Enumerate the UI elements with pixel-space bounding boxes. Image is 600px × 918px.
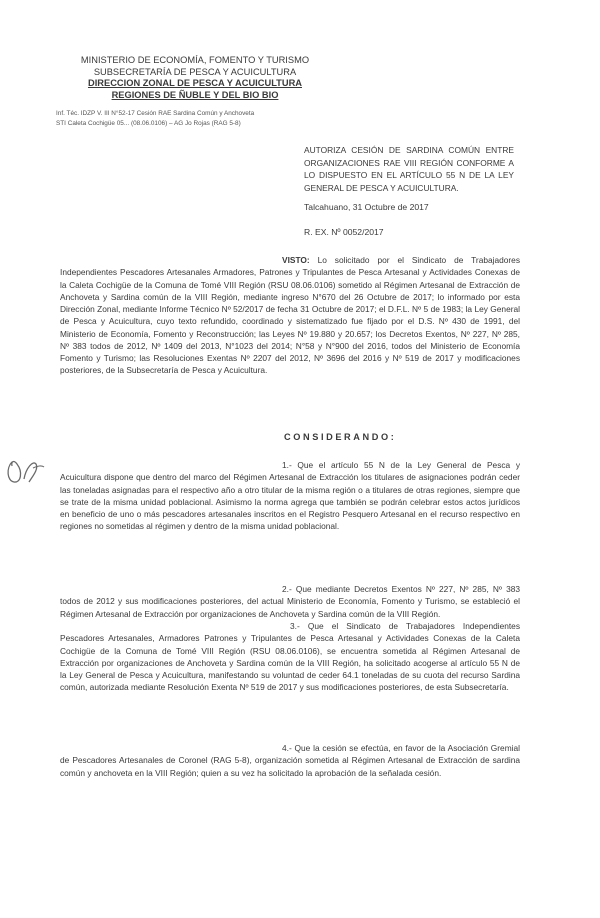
visto-text: Lo solicitado por el Sindicato de Trabajadores Independientes Pescadores Artesanales Armadores, Patrones y Tripulantes de Pesca Artesanal y Actividades Conexas de la Caleta Cochigüe de la Comuna de Tomé VIII Región (RSU 08.06.0106) sometido al Régimen Artesanal de Extracción de Anchoveta y Sardina común de la VIII Región, mediante ingreso N°670 del 26 Octubre de 2017; lo informado por esta Dirección Zonal, mediante Informe Técnico Nº 52/2017 de fecha 31 Octubre de 2017; el D.F.L. Nº 5 de 1983; la Ley General de Pesca y Acuicultura, cuyo texto refundido, coordinado y sistematizado fue fijado por el D.S. Nº 430 de 1991, del Ministerio de Economía, Fomento y Reconstrucción; las Leyes Nº 19.880 y 20.657; los Decretos Exentos, Nº 227, Nº 285, Nº 383 todos de 2012, Nº 1409 del 2013, N°1023 del 2014; N°58 y N°900 del 2016, todos del Ministerio de Economía Fomento y Turismo; las Resoluciones Exentas Nº 2207 del 2012, Nº 3696 del 2016 y Nº 519 de 2017 y modificaciones posteriores, de la Subsecretaría de Pesca y Acuicultura. (60, 255, 520, 376)
considerando-item-3: 3.- Que el Sindicato de Trabajadores Independientes Pescadores Artesanales, Armadores Patrones y Tripulantes de Pesca Artesanal y Actividades Conexas de la Caleta Cochigüe de la Comuna de Tomé VIII Región (RSU 08.06.0106), se encuentra sometida al Régimen Artesanal de Extracción por organizaciones de Anchoveta y Sardina común de la VIII Región, ha solicitado acogerse al artículo 55 N de la Ley General de Pesca y Acuicultura, manifestando su voluntad de ceder 64.1 toneladas de su cuota del recurso Sardina común, autorizada mediante Resolución Exenta Nº 519 de 2017 y sus modificaciones posteriores, de esta Subsecretaría. (60, 621, 520, 693)
date-line: Talcahuano, 31 Octubre de 2017 (304, 202, 429, 212)
considerando-item-1: 1.- Que el artículo 55 N de la Ley General de Pesca y Acuicultura dispone que dentro del marco del Régimen Artesanal de Extracción los titulares de asignaciones podrán ceder las toneladas asignadas para el respectivo año a otro titular de la misma región o a titulares de otras regiones, siempre que se trate de la misma unidad poblacional. Asimismo la norma agrega que también se podrán celebrar estos actos jurídicos en beneficio de uno o más pescadores artesanales inscritos en el Registro Pesquero Artesanal en el recurso respectivo en regiones no sometidas al régimen y dentro de la misma unidad poblacional. (60, 460, 520, 532)
letterhead-ministry: MINISTERIO DE ECONOMÍA, FOMENTO Y TURISMO (80, 55, 310, 65)
letterhead (60, 55, 330, 101)
resolution-number: R. EX. Nº 0052/2017 (304, 227, 384, 237)
handwritten-initials-mark (2, 452, 46, 490)
considerando-item-4: 4.- Que la cesión se efectúa, en favor de la Asociación Gremial de Pescadores Artesanales de Coronel (RAG 5-8), organización sometida al Régimen Artesanal de Extracción de sardina común y anchoveta en la VIII Región; quien a su vez ha solicitado la aprobación de la señalada cesión. (60, 743, 520, 778)
letterhead-regiones: REGIONES DE ÑUBLE Y DEL BIO BIO (111, 89, 279, 100)
visto-paragraph (60, 254, 520, 377)
considerando-item-2: 2.- Que mediante Decretos Exentos Nº 227, Nº 285, Nº 383 todos de 2012 y sus modificaciones posteriores, del actual Ministerio de Economía, Fomento y Turismo, se estableció el Régimen Artesanal de Extracción por organizaciones de Anchoveta y Sardina común de la VIII Región. (60, 584, 520, 619)
reference-line: Inf. Téc. IDZP V. III N°52-17 Cesión RAE Sardina Común y Anchoveta (56, 110, 255, 117)
reference-block (56, 109, 296, 129)
reference-line: STI Caleta Cochigüe 05... (08.06.0106) – AG Jo Rojas (RAG 5-8) (56, 120, 241, 127)
letterhead-direccion: DIRECCION ZONAL DE PESCA Y ACUICULTURA (87, 78, 302, 89)
visto-lead: VISTO: (282, 255, 310, 265)
considerando-heading: CONSIDERANDO: (284, 432, 397, 442)
subject-block: AUTORIZA CESIÓN DE SARDINA COMÚN ENTRE ORGANIZACIONES RAE VIII REGIÓN CONFORME A LO DISPUESTO EN EL ARTÍCULO 55 N DE LA LEY GENERAL DE PESCA Y ACUICULTURA. (304, 145, 514, 193)
letterhead-subsecretaria: SUBSECRETARÍA DE PESCA Y ACUICULTURA (93, 66, 297, 77)
